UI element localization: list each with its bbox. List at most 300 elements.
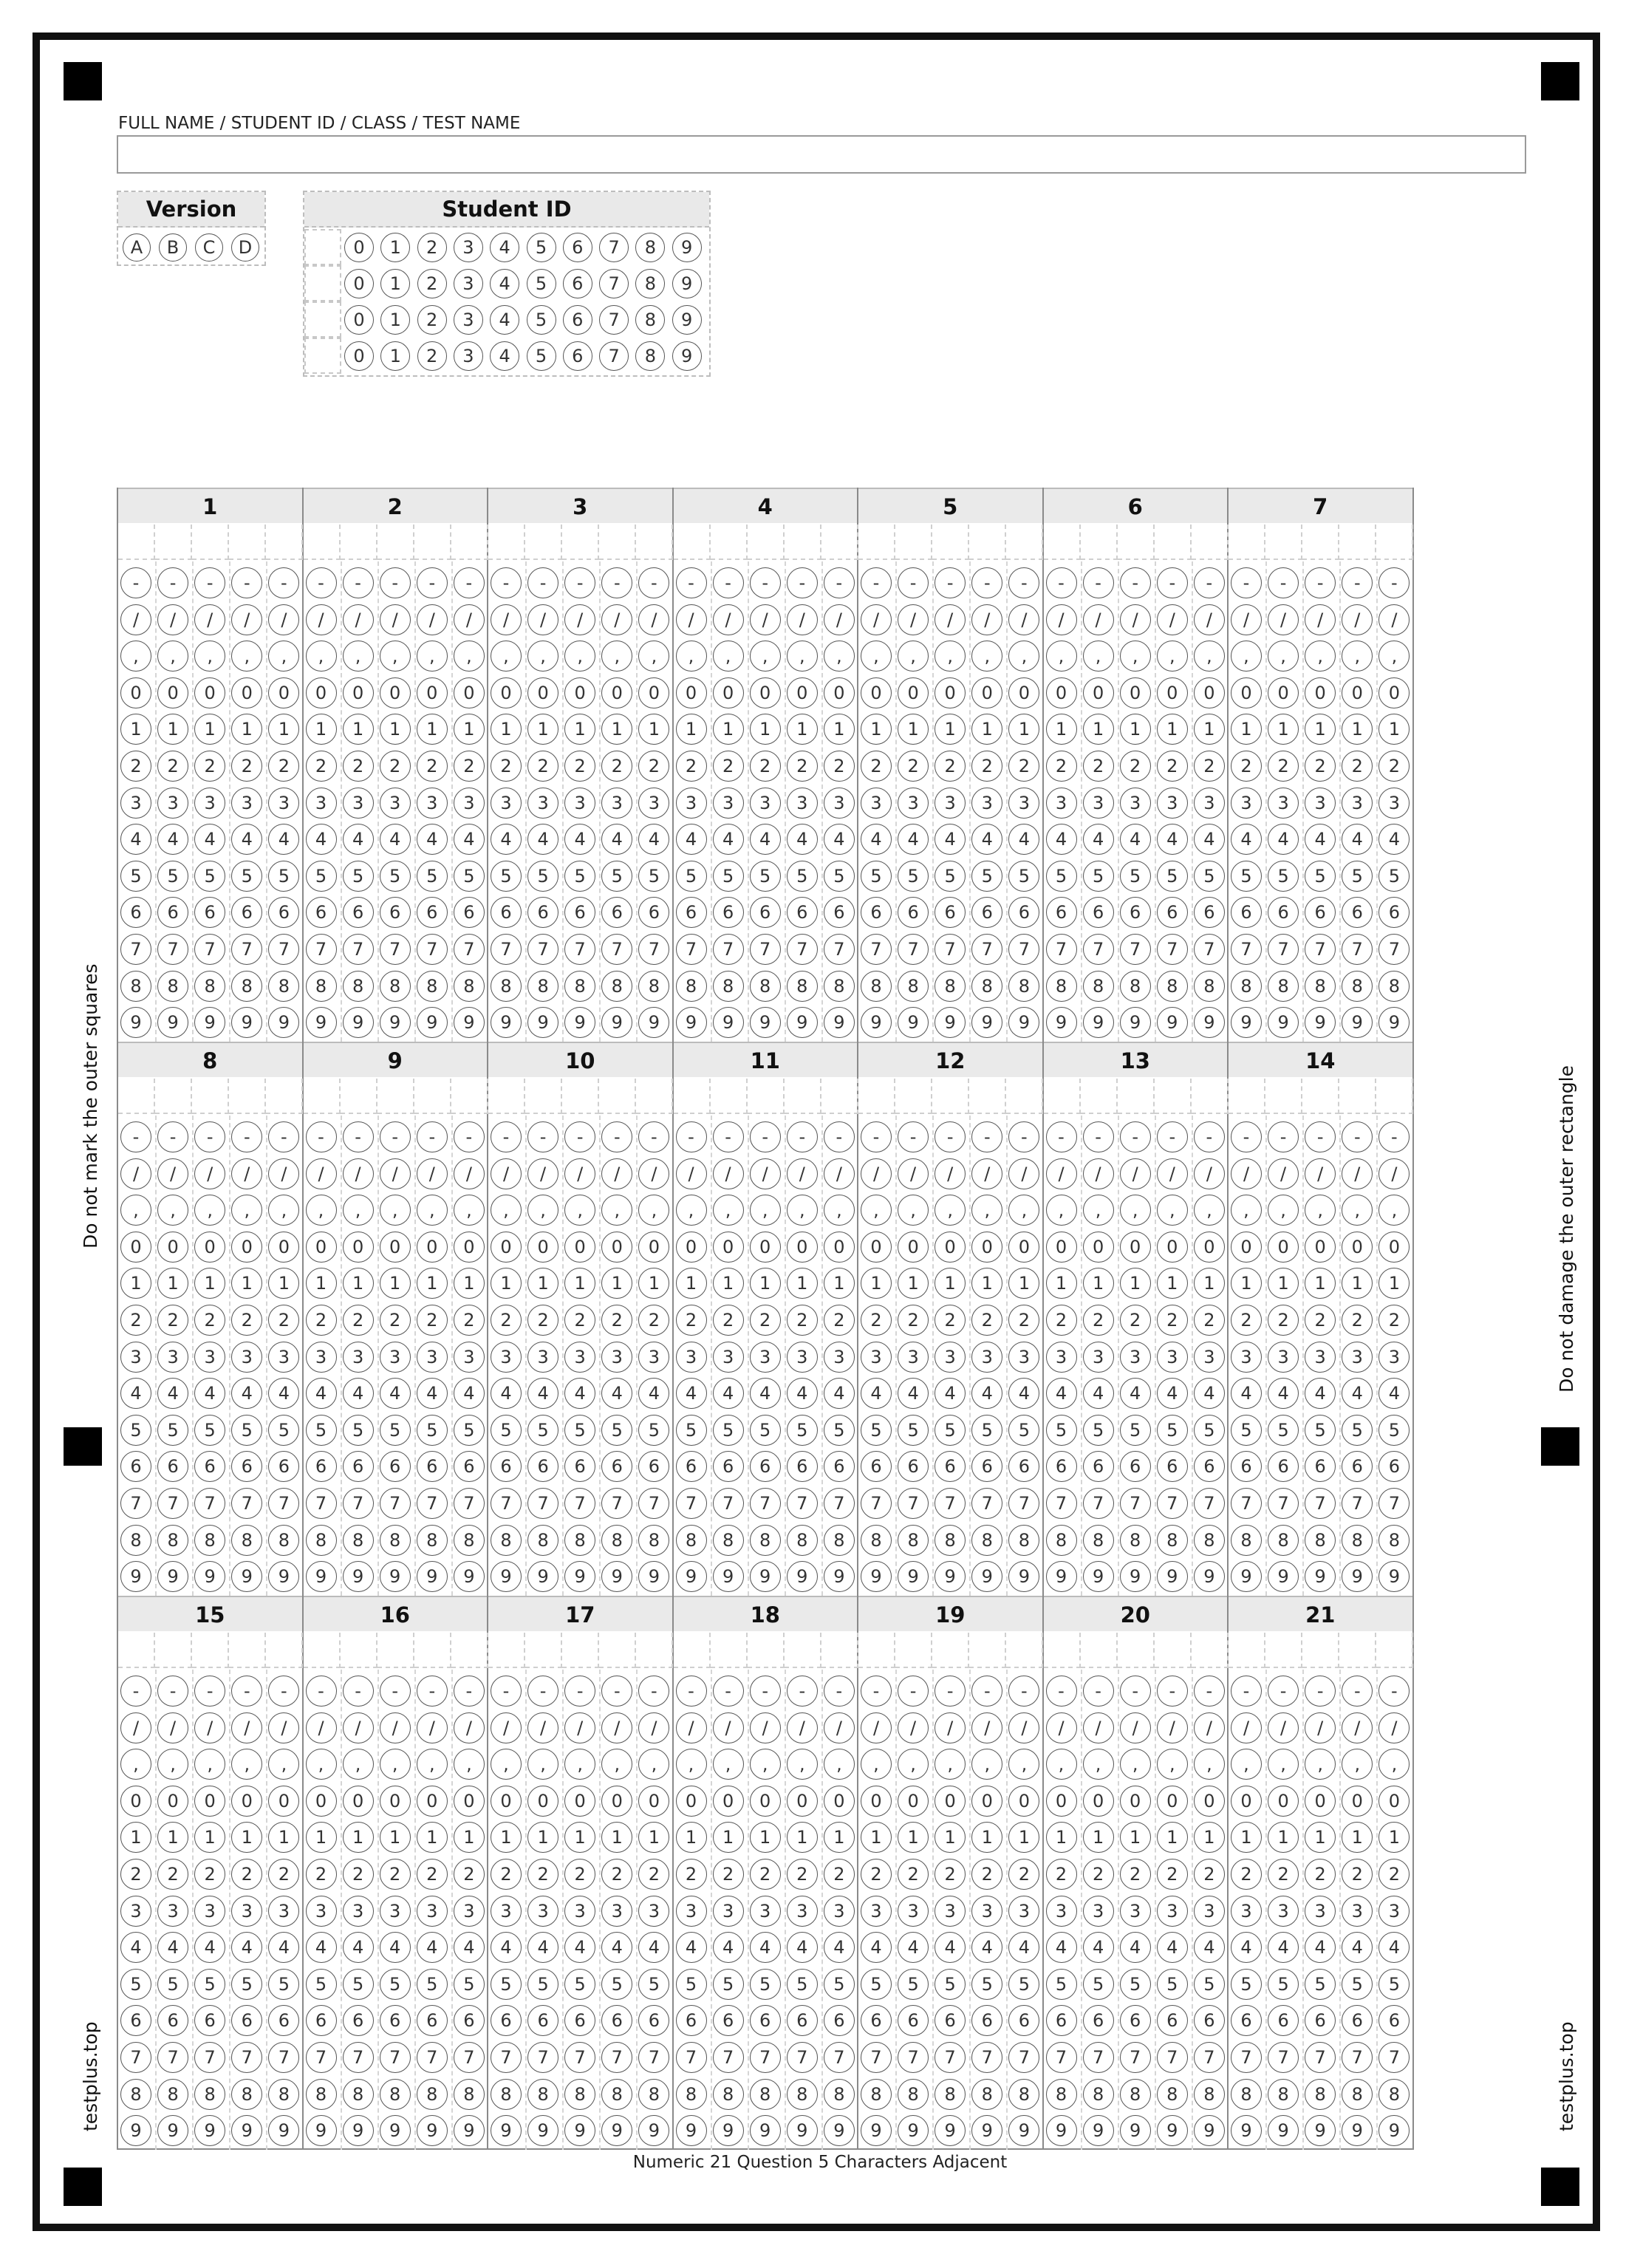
answer-bubble[interactable]: 0	[638, 677, 669, 708]
answer-bubble[interactable]: 3	[343, 788, 374, 819]
answer-bubble[interactable]: -	[824, 567, 855, 598]
answer-bubble[interactable]: 9	[676, 1561, 707, 1592]
answer-bubble[interactable]: 0	[268, 1786, 299, 1817]
answer-bubble[interactable]: 7	[306, 1488, 337, 1519]
answer-bubble[interactable]: 6	[1231, 2005, 1262, 2036]
answer-bubble[interactable]: 5	[231, 1969, 262, 2000]
answer-bubble[interactable]: ,	[1231, 1195, 1262, 1226]
answer-bubble[interactable]: /	[601, 604, 632, 635]
answer-bubble[interactable]: 2	[417, 1305, 448, 1336]
answer-bubble[interactable]: /	[750, 604, 781, 635]
answer-bubble[interactable]: 6	[268, 1451, 299, 1482]
answer-bubble[interactable]: 6	[1083, 1451, 1114, 1482]
answer-bubble[interactable]: /	[713, 1158, 744, 1189]
answer-write-cell[interactable]	[932, 1079, 969, 1114]
answer-bubble[interactable]: 5	[935, 861, 966, 892]
answer-bubble[interactable]: 4	[971, 1378, 1002, 1409]
answer-bubble[interactable]: 6	[120, 1451, 151, 1482]
answer-bubble[interactable]: 8	[1378, 2079, 1410, 2110]
answer-bubble[interactable]: 3	[1008, 1342, 1039, 1373]
answer-bubble[interactable]: 0	[1046, 1786, 1077, 1817]
answer-bubble[interactable]: 3	[676, 788, 707, 819]
answer-bubble[interactable]: 7	[601, 2042, 632, 2073]
answer-bubble[interactable]: 9	[491, 1561, 522, 1592]
answer-bubble[interactable]: 8	[231, 971, 262, 1002]
answer-bubble[interactable]: ,	[1231, 641, 1262, 672]
answer-bubble[interactable]: ,	[601, 1195, 632, 1226]
answer-bubble[interactable]: 0	[935, 1232, 966, 1263]
answer-bubble[interactable]: 0	[1120, 677, 1151, 708]
answer-bubble[interactable]: 0	[750, 1786, 781, 1817]
answer-write-cell[interactable]	[488, 1633, 525, 1668]
student-id-write-cell[interactable]	[304, 229, 341, 265]
answer-bubble[interactable]: ,	[824, 1195, 855, 1226]
answer-bubble[interactable]: 8	[1194, 971, 1225, 1002]
answer-bubble[interactable]: 6	[1268, 1451, 1299, 1482]
answer-bubble[interactable]: 1	[417, 1268, 448, 1299]
answer-bubble[interactable]: 9	[1157, 1007, 1188, 1038]
answer-bubble[interactable]: ,	[750, 1749, 781, 1780]
answer-bubble[interactable]: 0	[861, 677, 892, 708]
answer-bubble[interactable]: 1	[454, 1822, 485, 1853]
answer-bubble[interactable]: -	[601, 567, 632, 598]
answer-bubble[interactable]: 8	[971, 2079, 1002, 2110]
answer-bubble[interactable]: 7	[1342, 934, 1373, 965]
answer-bubble[interactable]: 9	[1231, 1561, 1262, 1592]
answer-bubble[interactable]: 1	[1342, 1268, 1373, 1299]
answer-bubble[interactable]: 1	[750, 1268, 781, 1299]
answer-bubble[interactable]: -	[824, 1676, 855, 1707]
answer-bubble[interactable]: 2	[527, 751, 558, 782]
answer-bubble[interactable]: 0	[750, 1232, 781, 1263]
answer-bubble[interactable]: -	[306, 1121, 337, 1152]
answer-bubble[interactable]: 5	[380, 1415, 411, 1446]
answer-bubble[interactable]: 9	[194, 1561, 225, 1592]
answer-bubble[interactable]: 3	[1120, 1896, 1151, 1927]
answer-bubble[interactable]: 9	[417, 2115, 448, 2146]
answer-bubble[interactable]: 1	[1342, 1822, 1373, 1853]
answer-bubble[interactable]: /	[861, 604, 892, 635]
answer-bubble[interactable]: 3	[564, 1896, 595, 1927]
student-id-bubble[interactable]: 7	[599, 341, 629, 371]
answer-bubble[interactable]: 5	[935, 1969, 966, 2000]
answer-bubble[interactable]: 4	[306, 1378, 337, 1409]
answer-bubble[interactable]: 8	[1268, 1525, 1299, 1556]
answer-bubble[interactable]: 1	[1083, 714, 1114, 745]
answer-bubble[interactable]: 2	[713, 1305, 744, 1336]
answer-bubble[interactable]: ,	[1342, 1749, 1373, 1780]
answer-bubble[interactable]: ,	[638, 1195, 669, 1226]
answer-bubble[interactable]: 1	[824, 1822, 855, 1853]
answer-bubble[interactable]: 4	[231, 824, 262, 855]
answer-bubble[interactable]: 5	[824, 1969, 855, 2000]
answer-bubble[interactable]: 1	[861, 714, 892, 745]
answer-bubble[interactable]: -	[1305, 1676, 1336, 1707]
answer-bubble[interactable]: 8	[231, 2079, 262, 2110]
answer-bubble[interactable]: 4	[380, 1378, 411, 1409]
answer-bubble[interactable]: 1	[120, 1822, 151, 1853]
answer-bubble[interactable]: 3	[935, 1342, 966, 1373]
answer-bubble[interactable]: 0	[1120, 1232, 1151, 1263]
answer-write-cell[interactable]	[1006, 525, 1043, 560]
answer-bubble[interactable]: 1	[1194, 714, 1225, 745]
answer-bubble[interactable]: 3	[787, 1342, 818, 1373]
answer-bubble[interactable]: 1	[194, 714, 225, 745]
answer-bubble[interactable]: /	[601, 1712, 632, 1743]
answer-write-cell[interactable]	[562, 1079, 599, 1114]
answer-bubble[interactable]: 6	[1083, 897, 1114, 928]
answer-bubble[interactable]: 5	[527, 1969, 558, 2000]
answer-bubble[interactable]: 8	[676, 1525, 707, 1556]
answer-bubble[interactable]: 0	[1268, 1232, 1299, 1263]
student-id-bubble[interactable]: 6	[563, 305, 592, 335]
answer-bubble[interactable]: 4	[1046, 824, 1077, 855]
answer-bubble[interactable]: 0	[564, 1232, 595, 1263]
answer-write-cell[interactable]	[599, 525, 636, 560]
answer-bubble[interactable]: ,	[380, 1749, 411, 1780]
answer-bubble[interactable]: 6	[1342, 2005, 1373, 2036]
answer-bubble[interactable]: 1	[601, 1268, 632, 1299]
answer-bubble[interactable]: ,	[231, 1195, 262, 1226]
answer-bubble[interactable]: 5	[861, 1969, 892, 2000]
answer-bubble[interactable]: 1	[824, 714, 855, 745]
answer-bubble[interactable]: 0	[268, 677, 299, 708]
answer-bubble[interactable]: 3	[1120, 788, 1151, 819]
answer-bubble[interactable]: 9	[527, 2115, 558, 2146]
answer-bubble[interactable]: 2	[1231, 1305, 1262, 1336]
answer-bubble[interactable]: 7	[527, 1488, 558, 1519]
answer-bubble[interactable]: ,	[157, 1749, 188, 1780]
answer-bubble[interactable]: 7	[380, 934, 411, 965]
answer-bubble[interactable]: /	[676, 1158, 707, 1189]
answer-write-cell[interactable]	[1155, 525, 1192, 560]
answer-bubble[interactable]: 5	[1268, 861, 1299, 892]
answer-write-cell[interactable]	[562, 1633, 599, 1668]
answer-bubble[interactable]: -	[491, 1121, 522, 1152]
answer-bubble[interactable]: ,	[824, 641, 855, 672]
answer-bubble[interactable]: 3	[268, 788, 299, 819]
answer-bubble[interactable]: 6	[824, 897, 855, 928]
answer-bubble[interactable]: 0	[1342, 1232, 1373, 1263]
answer-bubble[interactable]: -	[1157, 1121, 1188, 1152]
answer-write-cell[interactable]	[488, 525, 525, 560]
answer-bubble[interactable]: 6	[157, 1451, 188, 1482]
answer-bubble[interactable]: 4	[676, 824, 707, 855]
answer-bubble[interactable]: 1	[713, 714, 744, 745]
answer-write-cell[interactable]	[711, 525, 748, 560]
answer-bubble[interactable]: 1	[306, 1822, 337, 1853]
answer-write-cell[interactable]	[1229, 1633, 1265, 1668]
answer-bubble[interactable]: -	[1378, 1121, 1410, 1152]
answer-bubble[interactable]: 5	[268, 861, 299, 892]
answer-bubble[interactable]: 0	[343, 1786, 374, 1817]
answer-write-cell[interactable]	[599, 1079, 636, 1114]
answer-bubble[interactable]: /	[1268, 1158, 1299, 1189]
answer-bubble[interactable]: -	[1194, 1121, 1225, 1152]
answer-bubble[interactable]: 3	[638, 788, 669, 819]
answer-bubble[interactable]: 9	[417, 1561, 448, 1592]
answer-bubble[interactable]: 5	[343, 1415, 374, 1446]
answer-bubble[interactable]: /	[1231, 604, 1262, 635]
answer-write-cell[interactable]	[1081, 525, 1118, 560]
answer-bubble[interactable]: 6	[787, 897, 818, 928]
answer-write-cell[interactable]	[821, 1079, 858, 1114]
answer-bubble[interactable]: 2	[157, 1859, 188, 1890]
answer-bubble[interactable]: 1	[527, 714, 558, 745]
answer-bubble[interactable]: ,	[1120, 1749, 1151, 1780]
answer-bubble[interactable]: 2	[638, 1859, 669, 1890]
answer-bubble[interactable]: 5	[417, 1415, 448, 1446]
answer-bubble[interactable]: 6	[1120, 897, 1151, 928]
answer-bubble[interactable]: 7	[971, 1488, 1002, 1519]
answer-bubble[interactable]: 3	[454, 1896, 485, 1927]
answer-bubble[interactable]: 5	[787, 1969, 818, 2000]
answer-bubble[interactable]: 5	[1008, 1415, 1039, 1446]
answer-bubble[interactable]: 8	[527, 1525, 558, 1556]
answer-bubble[interactable]: 2	[861, 751, 892, 782]
answer-bubble[interactable]: 9	[861, 1007, 892, 1038]
answer-bubble[interactable]: 7	[194, 2042, 225, 2073]
answer-bubble[interactable]: 8	[898, 1525, 929, 1556]
answer-bubble[interactable]: 0	[1378, 677, 1410, 708]
answer-bubble[interactable]: 4	[971, 824, 1002, 855]
answer-bubble[interactable]: 1	[1083, 1822, 1114, 1853]
answer-bubble[interactable]: 0	[1305, 1786, 1336, 1817]
answer-bubble[interactable]: 0	[1194, 1232, 1225, 1263]
answer-bubble[interactable]: /	[861, 1712, 892, 1743]
answer-bubble[interactable]: 9	[787, 1561, 818, 1592]
answer-bubble[interactable]: 8	[1157, 971, 1188, 1002]
answer-bubble[interactable]: 5	[1378, 1969, 1410, 2000]
answer-bubble[interactable]: 4	[1194, 824, 1225, 855]
answer-bubble[interactable]: 6	[1120, 1451, 1151, 1482]
answer-bubble[interactable]: 5	[1120, 861, 1151, 892]
answer-bubble[interactable]: -	[120, 1676, 151, 1707]
answer-bubble[interactable]: /	[194, 604, 225, 635]
answer-bubble[interactable]: 1	[306, 1268, 337, 1299]
answer-write-cell[interactable]	[341, 1633, 377, 1668]
answer-write-cell[interactable]	[1081, 1079, 1118, 1114]
answer-bubble[interactable]: 0	[231, 677, 262, 708]
answer-bubble[interactable]: /	[1008, 1158, 1039, 1189]
answer-bubble[interactable]: 5	[1231, 1969, 1262, 2000]
answer-bubble[interactable]: 6	[787, 1451, 818, 1482]
answer-bubble[interactable]: 3	[1083, 1342, 1114, 1373]
answer-bubble[interactable]: 5	[898, 1969, 929, 2000]
answer-bubble[interactable]: 4	[935, 1378, 966, 1409]
answer-bubble[interactable]: 9	[527, 1561, 558, 1592]
answer-bubble[interactable]: ,	[713, 1195, 744, 1226]
answer-bubble[interactable]: 3	[417, 788, 448, 819]
answer-bubble[interactable]: ,	[491, 1195, 522, 1226]
answer-bubble[interactable]: -	[971, 1676, 1002, 1707]
answer-bubble[interactable]: /	[1120, 604, 1151, 635]
answer-bubble[interactable]: 4	[713, 1378, 744, 1409]
answer-bubble[interactable]: /	[194, 1712, 225, 1743]
answer-write-cell[interactable]	[266, 525, 303, 560]
student-id-bubble[interactable]: 0	[344, 305, 374, 335]
student-id-bubble[interactable]: 4	[490, 305, 519, 335]
student-id-bubble[interactable]: 1	[380, 233, 410, 262]
answer-bubble[interactable]: 2	[1120, 1305, 1151, 1336]
answer-bubble[interactable]: -	[194, 567, 225, 598]
answer-bubble[interactable]: /	[417, 1712, 448, 1743]
answer-bubble[interactable]: /	[380, 604, 411, 635]
answer-bubble[interactable]: ,	[638, 1749, 669, 1780]
answer-bubble[interactable]: 2	[787, 1859, 818, 1890]
answer-bubble[interactable]: 0	[713, 1786, 744, 1817]
answer-bubble[interactable]: /	[1231, 1712, 1262, 1743]
answer-bubble[interactable]: 5	[1046, 861, 1077, 892]
answer-bubble[interactable]: 7	[935, 2042, 966, 2073]
answer-bubble[interactable]: 6	[380, 1451, 411, 1482]
version-bubble-c[interactable]: C	[195, 233, 223, 262]
answer-bubble[interactable]: 0	[1342, 1786, 1373, 1817]
answer-bubble[interactable]: /	[268, 1712, 299, 1743]
answer-bubble[interactable]: 8	[824, 1525, 855, 1556]
answer-bubble[interactable]: 7	[1083, 934, 1114, 965]
answer-write-cell[interactable]	[1118, 1079, 1155, 1114]
answer-bubble[interactable]: -	[601, 1121, 632, 1152]
answer-bubble[interactable]: 9	[971, 2115, 1002, 2146]
answer-bubble[interactable]: ,	[861, 1195, 892, 1226]
answer-bubble[interactable]: 2	[120, 1305, 151, 1336]
student-id-bubble[interactable]: 3	[454, 305, 483, 335]
answer-bubble[interactable]: 5	[491, 861, 522, 892]
answer-write-cell[interactable]	[895, 1079, 932, 1114]
answer-bubble[interactable]: 7	[1378, 934, 1410, 965]
answer-bubble[interactable]: 2	[306, 751, 337, 782]
answer-bubble[interactable]: 4	[824, 1932, 855, 1963]
answer-bubble[interactable]: 7	[1342, 2042, 1373, 2073]
answer-bubble[interactable]: 1	[1378, 1822, 1410, 1853]
answer-bubble[interactable]: 8	[1046, 971, 1077, 1002]
answer-bubble[interactable]: /	[1342, 1158, 1373, 1189]
answer-bubble[interactable]: 7	[120, 2042, 151, 2073]
answer-bubble[interactable]: 9	[1268, 1561, 1299, 1592]
answer-bubble[interactable]: 7	[971, 2042, 1002, 2073]
answer-bubble[interactable]: 1	[157, 1268, 188, 1299]
answer-bubble[interactable]: 6	[1046, 897, 1077, 928]
answer-bubble[interactable]: 7	[1008, 934, 1039, 965]
answer-write-cell[interactable]	[969, 1633, 1006, 1668]
answer-bubble[interactable]: /	[713, 604, 744, 635]
answer-bubble[interactable]: 6	[268, 2005, 299, 2036]
answer-bubble[interactable]: 7	[454, 2042, 485, 2073]
answer-bubble[interactable]: 0	[306, 1232, 337, 1263]
answer-write-cell[interactable]	[1118, 525, 1155, 560]
answer-bubble[interactable]: -	[268, 1121, 299, 1152]
answer-bubble[interactable]: 9	[638, 1007, 669, 1038]
answer-bubble[interactable]: -	[676, 567, 707, 598]
answer-bubble[interactable]: 5	[1194, 1415, 1225, 1446]
answer-bubble[interactable]: /	[1305, 1158, 1336, 1189]
answer-bubble[interactable]: 0	[491, 677, 522, 708]
answer-bubble[interactable]: 5	[935, 1415, 966, 1446]
answer-bubble[interactable]: 2	[1008, 751, 1039, 782]
answer-bubble[interactable]: 8	[527, 2079, 558, 2110]
answer-bubble[interactable]: 5	[1194, 861, 1225, 892]
answer-bubble[interactable]: /	[935, 1712, 966, 1743]
answer-bubble[interactable]: 7	[564, 934, 595, 965]
answer-bubble[interactable]: 5	[306, 1415, 337, 1446]
answer-bubble[interactable]: 3	[787, 788, 818, 819]
answer-bubble[interactable]: -	[343, 567, 374, 598]
answer-bubble[interactable]: 8	[417, 2079, 448, 2110]
answer-bubble[interactable]: 7	[194, 1488, 225, 1519]
answer-bubble[interactable]: 8	[1268, 2079, 1299, 2110]
answer-bubble[interactable]: 6	[1378, 1451, 1410, 1482]
answer-bubble[interactable]: 7	[343, 1488, 374, 1519]
student-id-write-cell[interactable]	[304, 265, 341, 301]
answer-bubble[interactable]: /	[1268, 1712, 1299, 1743]
answer-bubble[interactable]: 5	[1268, 1969, 1299, 2000]
answer-bubble[interactable]: /	[1046, 604, 1077, 635]
answer-write-cell[interactable]	[451, 1079, 488, 1114]
answer-bubble[interactable]: 7	[787, 2042, 818, 2073]
answer-bubble[interactable]: 1	[638, 714, 669, 745]
answer-bubble[interactable]: 0	[417, 1232, 448, 1263]
answer-bubble[interactable]: 0	[1083, 677, 1114, 708]
answer-bubble[interactable]: 1	[1157, 1822, 1188, 1853]
answer-bubble[interactable]: ,	[1083, 1195, 1114, 1226]
answer-bubble[interactable]: 2	[935, 1305, 966, 1336]
answer-bubble[interactable]: ,	[1194, 1749, 1225, 1780]
answer-bubble[interactable]: 8	[491, 2079, 522, 2110]
answer-bubble[interactable]: -	[343, 1121, 374, 1152]
answer-bubble[interactable]: 1	[713, 1822, 744, 1853]
student-id-bubble[interactable]: 5	[527, 233, 556, 262]
answer-bubble[interactable]: 1	[1008, 714, 1039, 745]
answer-bubble[interactable]: 7	[1305, 2042, 1336, 2073]
answer-write-cell[interactable]	[674, 525, 711, 560]
answer-bubble[interactable]: ,	[120, 641, 151, 672]
answer-bubble[interactable]: 3	[1157, 1342, 1188, 1373]
answer-bubble[interactable]: 1	[824, 1268, 855, 1299]
answer-bubble[interactable]: 9	[1008, 1561, 1039, 1592]
answer-bubble[interactable]: 1	[343, 1268, 374, 1299]
answer-bubble[interactable]: 4	[380, 1932, 411, 1963]
answer-bubble[interactable]: 0	[306, 677, 337, 708]
answer-bubble[interactable]: 8	[824, 2079, 855, 2110]
answer-bubble[interactable]: 5	[1231, 1415, 1262, 1446]
answer-bubble[interactable]: ,	[343, 641, 374, 672]
answer-write-cell[interactable]	[1339, 525, 1376, 560]
answer-bubble[interactable]: 6	[638, 1451, 669, 1482]
answer-bubble[interactable]: 1	[750, 714, 781, 745]
answer-bubble[interactable]: ,	[601, 641, 632, 672]
answer-bubble[interactable]: 4	[157, 1932, 188, 1963]
answer-bubble[interactable]: 9	[1194, 2115, 1225, 2146]
answer-bubble[interactable]: -	[898, 1676, 929, 1707]
answer-bubble[interactable]: 0	[676, 677, 707, 708]
answer-write-cell[interactable]	[304, 525, 341, 560]
answer-bubble[interactable]: 5	[971, 1415, 1002, 1446]
answer-bubble[interactable]: 9	[231, 2115, 262, 2146]
student-id-bubble[interactable]: 7	[599, 305, 629, 335]
answer-bubble[interactable]: 2	[713, 1859, 744, 1890]
answer-write-cell[interactable]	[304, 1079, 341, 1114]
answer-bubble[interactable]: 8	[1046, 1525, 1077, 1556]
answer-bubble[interactable]: 4	[1083, 1378, 1114, 1409]
answer-bubble[interactable]: /	[194, 1158, 225, 1189]
answer-bubble[interactable]: 5	[676, 1969, 707, 2000]
answer-bubble[interactable]: 5	[638, 1415, 669, 1446]
answer-bubble[interactable]: /	[231, 1158, 262, 1189]
answer-bubble[interactable]: 4	[380, 824, 411, 855]
answer-bubble[interactable]: 0	[491, 1232, 522, 1263]
answer-bubble[interactable]: -	[1231, 567, 1262, 598]
